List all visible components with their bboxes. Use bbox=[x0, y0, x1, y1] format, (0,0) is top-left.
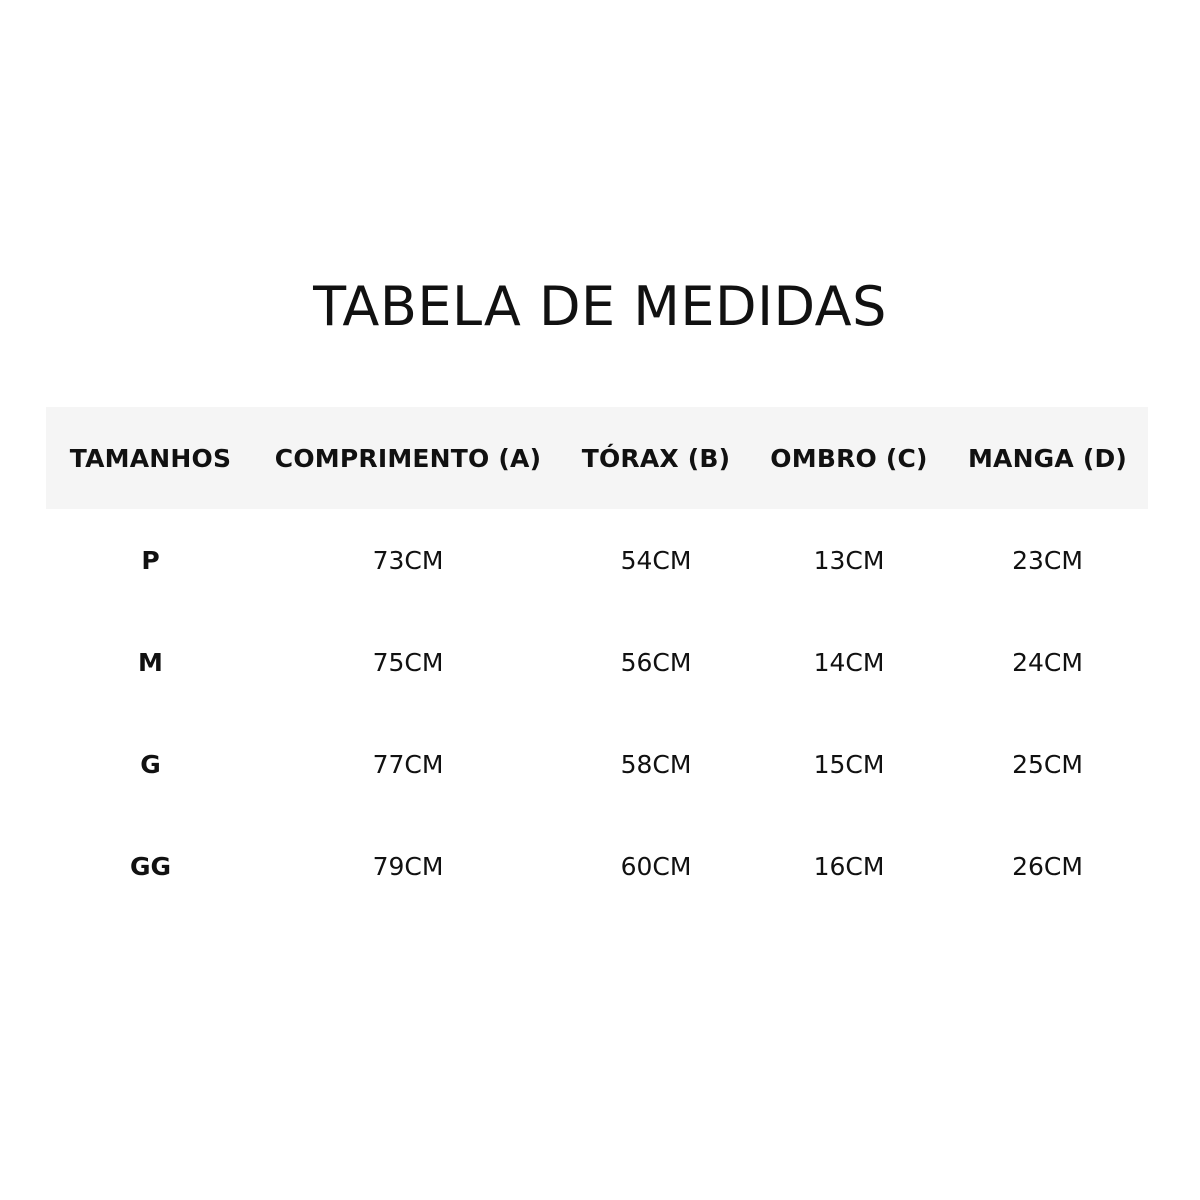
sleeve-cell: 23CM bbox=[1012, 545, 1083, 575]
shoulder-cell: 15CM bbox=[813, 749, 885, 779]
table-row bbox=[46, 713, 1148, 815]
size-cell: M bbox=[138, 647, 163, 677]
chest-cell: 54CM bbox=[620, 545, 692, 575]
size-cell: GG bbox=[129, 851, 172, 881]
table-header-row bbox=[46, 407, 1148, 509]
length-cell: 79CM bbox=[372, 851, 444, 881]
shoulder-cell: 16CM bbox=[813, 851, 885, 881]
shoulder-cell: 14CM bbox=[813, 647, 885, 677]
size-cell: P bbox=[141, 545, 160, 575]
header-shoulder: OMBRO (C) bbox=[770, 443, 928, 473]
sleeve-cell: 25CM bbox=[1012, 749, 1083, 779]
header-chest: TÓRAX (B) bbox=[581, 443, 731, 473]
header-length: COMPRIMENTO (A) bbox=[274, 443, 542, 473]
header-sleeve: MANGA (D) bbox=[967, 443, 1128, 473]
table-row bbox=[46, 611, 1148, 713]
page-title: TABELA DE MEDIDAS bbox=[313, 275, 887, 338]
sleeve-cell: 24CM bbox=[1012, 647, 1083, 677]
sleeve-cell: 26CM bbox=[1012, 851, 1083, 881]
size-cell: G bbox=[140, 749, 161, 779]
header-sizes: TAMANHOS bbox=[69, 443, 232, 473]
table-row bbox=[46, 509, 1148, 611]
chest-cell: 60CM bbox=[620, 851, 692, 881]
chest-cell: 58CM bbox=[620, 749, 692, 779]
chest-cell: 56CM bbox=[620, 647, 692, 677]
size-chart-table bbox=[46, 407, 1148, 917]
length-cell: 75CM bbox=[372, 647, 444, 677]
length-cell: 73CM bbox=[372, 545, 444, 575]
table-row bbox=[46, 815, 1148, 917]
length-cell: 77CM bbox=[372, 749, 444, 779]
shoulder-cell: 13CM bbox=[813, 545, 885, 575]
